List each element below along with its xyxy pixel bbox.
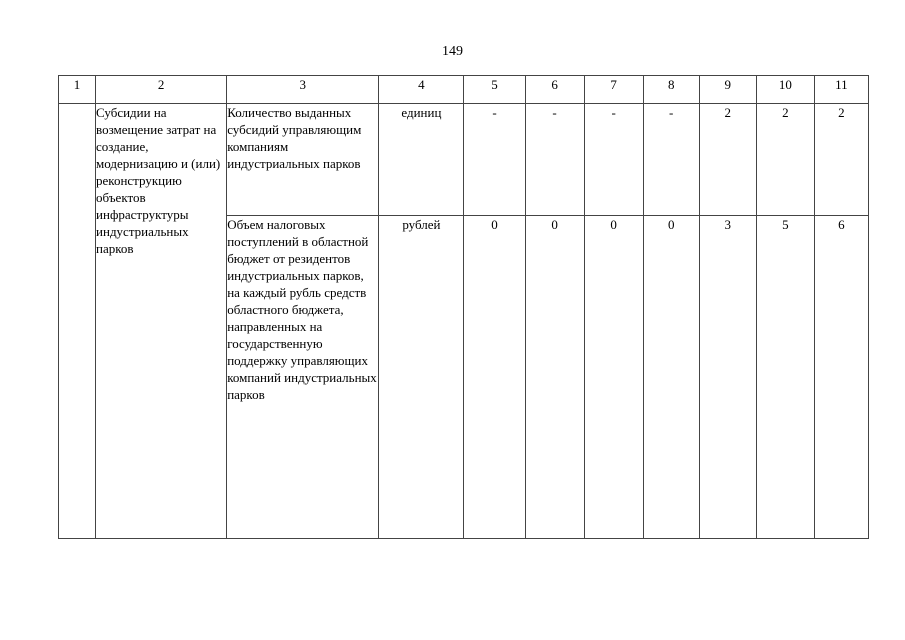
indicator-cell: Объем налоговых поступлений в областной бюджет от резидентов индустриальных парков, на каждый рубль средств областного бюджета, направленных на государственную поддержку управляющих компаний индустриальных парков — [227, 216, 379, 539]
value-cell: 0 — [525, 216, 584, 539]
column-header: 2 — [96, 76, 227, 104]
table-row — [59, 104, 869, 216]
column-header: 3 — [227, 76, 379, 104]
header-row — [59, 76, 869, 104]
column-header: 7 — [584, 76, 643, 104]
measure-cell: Субсидии на возмещение затрат на создание, модернизацию и (или) реконструкцию объектов инфраструктуры индустриальных парков — [96, 104, 227, 539]
value-cell: 2 — [699, 104, 756, 216]
column-header: 11 — [814, 76, 868, 104]
column-header: 9 — [699, 76, 756, 104]
column-header: 4 — [379, 76, 464, 104]
row-number-cell — [59, 104, 96, 539]
value-cell: - — [584, 104, 643, 216]
column-header: 8 — [643, 76, 699, 104]
indicator-cell: Количество выданных субсидий управляющим компаниям индустриальных парков — [227, 104, 379, 216]
value-cell: 6 — [814, 216, 868, 539]
value-cell: - — [464, 104, 525, 216]
page-number: 149 — [442, 44, 463, 59]
column-header: 1 — [59, 76, 96, 104]
value-cell: - — [525, 104, 584, 216]
value-cell: 0 — [643, 216, 699, 539]
value-cell: 2 — [814, 104, 868, 216]
column-header: 10 — [756, 76, 814, 104]
value-cell: 0 — [584, 216, 643, 539]
program-table — [58, 75, 869, 539]
unit-cell: рублей — [379, 216, 464, 539]
value-cell: - — [643, 104, 699, 216]
value-cell: 0 — [464, 216, 525, 539]
column-header: 6 — [525, 76, 584, 104]
value-cell: 5 — [756, 216, 814, 539]
value-cell: 3 — [699, 216, 756, 539]
value-cell: 2 — [756, 104, 814, 216]
unit-cell: единиц — [379, 104, 464, 216]
column-header: 5 — [464, 76, 525, 104]
